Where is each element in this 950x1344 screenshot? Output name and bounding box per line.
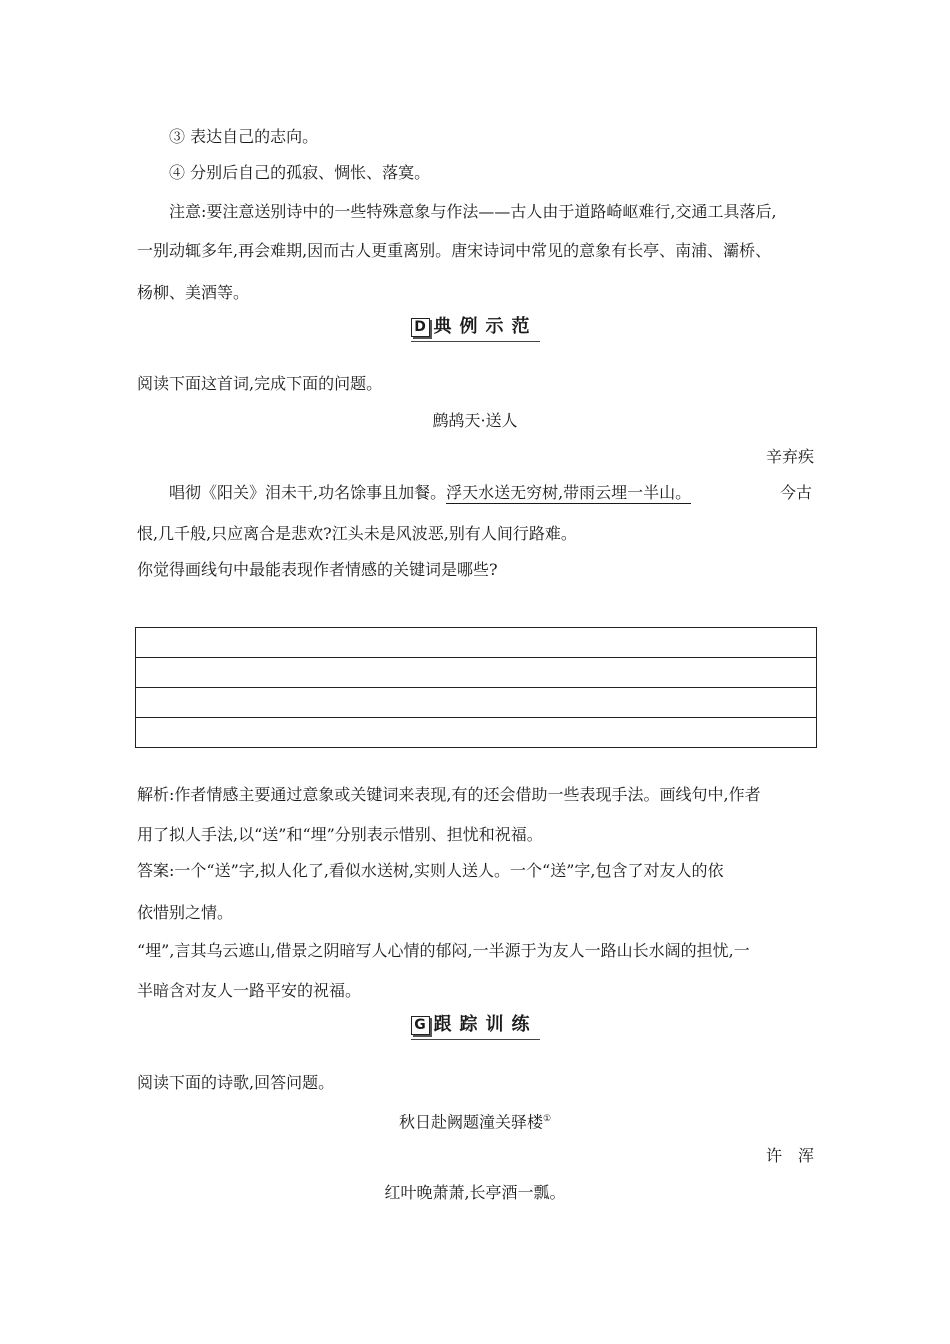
practice-poem-line-1: 红叶晚萧萧,长亭酒一瓢。 xyxy=(384,1183,566,1202)
answer-line[interactable] xyxy=(136,658,816,688)
section-title: 典例示范 xyxy=(433,316,538,337)
answer-line-4: 半暗含对友人一路平安的祝福。 xyxy=(137,981,362,1000)
poem-text: 唱彻《阳关》泪未干,功名馀事且加餐。 xyxy=(169,483,447,502)
note-paragraph-line-2: 一别动辄多年,再会难期,因而古人更重离别。唐宋诗词中常见的意象有长亭、南浦、灞桥、 xyxy=(137,241,772,260)
list-item-3: ③ 表达自己的志向。 xyxy=(169,127,319,146)
answer-lines-table[interactable] xyxy=(135,627,817,748)
note-paragraph-line-1: 注意:要注意送别诗中的一些特殊意象与作法——古人由于道路崎岖难行,交通工具落后, xyxy=(169,202,777,221)
answer-line-3: “埋”,言其乌云遮山,借景之阴暗写人心情的郁闷,一半源于为友人一路山长水阔的担忧,一 xyxy=(137,941,750,960)
practice-poem-author: 许 浑 xyxy=(765,1146,814,1165)
answer-line-2: 依惜别之情。 xyxy=(137,903,234,922)
poem-line-1 xyxy=(169,482,691,504)
example-intro: 阅读下面这首词,完成下面的问题。 xyxy=(137,374,383,393)
section-heading-practice xyxy=(0,1014,950,1040)
answer-line[interactable] xyxy=(136,718,816,747)
footnote-mark: ① xyxy=(542,1114,552,1124)
poem-line-1-tail: 今古 xyxy=(780,483,813,502)
section-heading-example xyxy=(0,316,950,342)
example-question: 你觉得画线句中最能表现作者情感的关键词是哪些? xyxy=(137,560,498,579)
section-badge-icon: G xyxy=(411,1016,430,1035)
answer-line[interactable] xyxy=(136,688,816,718)
answer-line[interactable] xyxy=(136,628,816,658)
section-title: 跟踪训练 xyxy=(433,1014,538,1035)
answer-line-1: 答案:一个“送”字,拟人化了,看似水送树,实则人送人。一个“送”字,包含了对友人的依 xyxy=(137,861,724,880)
analysis-line-2: 用了拟人手法,以“送”和“埋”分别表示惜别、担忧和祝福。 xyxy=(137,825,543,844)
list-item-4: ④ 分别后自己的孤寂、惆怅、落寞。 xyxy=(169,163,431,182)
practice-poem-title xyxy=(0,1108,950,1133)
analysis-line-1: 解析:作者情感主要通过意象或关键词来表现,有的还会借助一些表现手法。画线句中,作者 xyxy=(137,785,761,804)
poem-line-2: 恨,几千般,只应离合是悲欢?江头未是风波恶,别有人间行路难。 xyxy=(137,524,577,543)
note-paragraph-line-3: 杨柳、美酒等。 xyxy=(137,283,250,302)
poem-title: 鹧鸪天·送人 xyxy=(432,411,518,430)
practice-poem-title-text: 秋日赴阙题潼关驿楼 xyxy=(398,1112,543,1132)
practice-intro: 阅读下面的诗歌,回答问题。 xyxy=(137,1073,335,1092)
section-badge-icon: D xyxy=(411,318,430,337)
poem-author: 辛弃疾 xyxy=(765,447,814,466)
underlined-poem-text: 浮天水送无穷树,带雨云埋一半山。 xyxy=(446,483,692,502)
